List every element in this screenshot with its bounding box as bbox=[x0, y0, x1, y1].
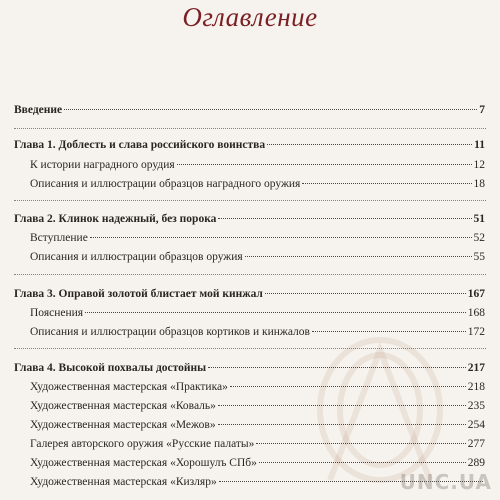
leader-dots bbox=[90, 237, 472, 238]
toc-entry-subsection[interactable] bbox=[30, 231, 485, 245]
toc-page-number: 55 bbox=[473, 251, 485, 263]
toc-entry-subsection[interactable] bbox=[30, 250, 485, 264]
section-divider bbox=[14, 200, 486, 201]
toc-entry-label: Художественная мастерская «Практика» bbox=[30, 381, 228, 393]
watermark-logo: UNC.UA bbox=[399, 470, 492, 494]
toc-page-number: 7 bbox=[479, 104, 485, 116]
leader-dots bbox=[245, 256, 472, 257]
toc-page-number: 254 bbox=[467, 419, 485, 431]
toc-entry-label: Пояснения bbox=[30, 307, 84, 319]
toc-page-number: 12 bbox=[473, 159, 485, 171]
leader-dots bbox=[256, 443, 465, 444]
leader-dots bbox=[85, 312, 466, 313]
toc-entry-label: Описания и иллюстрации образцов оружия bbox=[30, 251, 243, 263]
toc-entry-label: Художественная мастерская «Кизляр» bbox=[30, 476, 217, 488]
toc-page-number: 18 bbox=[473, 178, 485, 190]
leader-dots bbox=[218, 424, 466, 425]
leader-dots bbox=[177, 164, 472, 165]
toc-entry-subsection[interactable] bbox=[30, 456, 485, 470]
toc-entry-chapter-2[interactable] bbox=[14, 212, 485, 226]
toc-page-number: 168 bbox=[467, 307, 485, 319]
toc-entry-label: Глава 4. Высокой похвалы достойны bbox=[14, 362, 207, 374]
toc-page-number: 277 bbox=[467, 438, 485, 450]
toc-entry-chapter-1[interactable] bbox=[14, 138, 485, 152]
toc-entry-chapter-3[interactable] bbox=[14, 287, 485, 301]
toc-page-number: 52 bbox=[473, 232, 485, 244]
leader-dots bbox=[230, 386, 466, 387]
toc-page-number: 218 bbox=[467, 381, 485, 393]
toc-entry-label: Художественная мастерская «Хорошулъ СПб» bbox=[30, 457, 257, 469]
toc-entry-subsection[interactable] bbox=[30, 177, 485, 191]
leader-dots bbox=[218, 405, 466, 406]
toc-page-number: 235 bbox=[467, 400, 485, 412]
toc-page-number: 289 bbox=[467, 457, 485, 469]
leader-dots bbox=[265, 293, 466, 294]
toc-entry-label: Глава 1. Доблесть и слава российского воинства bbox=[14, 139, 266, 151]
toc-entry-label: Глава 2. Клинок надежный, без порока bbox=[14, 213, 217, 225]
leader-dots bbox=[302, 183, 471, 184]
toc-entry-subsection[interactable] bbox=[30, 418, 485, 432]
toc-entry-subsection[interactable] bbox=[30, 380, 485, 394]
leader-dots bbox=[312, 331, 466, 332]
section-divider bbox=[14, 274, 486, 275]
toc-entry-label: Художественная мастерская «Коваль» bbox=[30, 400, 216, 412]
toc-entry-label: Описания и иллюстрации образцов наградного оружия bbox=[30, 178, 301, 190]
toc-entry-subsection[interactable] bbox=[30, 306, 485, 320]
leader-dots bbox=[267, 144, 472, 145]
leader-dots bbox=[64, 109, 477, 110]
toc-entry-subsection[interactable] bbox=[30, 399, 485, 413]
toc-entry-label: Галерея авторского оружия «Русские палаты» bbox=[30, 438, 255, 450]
toc-page-number: 217 bbox=[467, 362, 485, 374]
toc-entry-label: Описания и иллюстрации образцов кортиков и кинжалов bbox=[30, 326, 310, 338]
section-divider bbox=[14, 348, 486, 349]
toc-entry-subsection[interactable] bbox=[30, 325, 485, 339]
toc-entry-label: Введение bbox=[14, 104, 63, 116]
toc-entry-label: Художественная мастерская «Межов» bbox=[30, 419, 216, 431]
toc-entry-chapter-4[interactable] bbox=[14, 361, 485, 375]
leader-dots bbox=[218, 218, 471, 219]
leader-dots bbox=[259, 462, 466, 463]
page-title: Оглавление bbox=[182, 2, 318, 32]
toc-entry-subsection[interactable] bbox=[30, 158, 485, 172]
toc-entry-label: Вступление bbox=[30, 232, 88, 244]
toc-entry-intro[interactable] bbox=[14, 103, 485, 117]
toc-entry-label: К истории наградного орудия bbox=[30, 159, 175, 171]
toc-entry-subsection[interactable] bbox=[30, 437, 485, 451]
toc-entry-label: Глава 3. Оправой золотой блистает мой кинжал bbox=[14, 288, 263, 300]
toc-page-number: 51 bbox=[473, 213, 485, 225]
leader-dots bbox=[208, 367, 466, 368]
toc-page-number: 11 bbox=[474, 139, 485, 151]
section-divider bbox=[14, 128, 486, 129]
toc-page-number: 167 bbox=[467, 288, 485, 300]
toc-page-number: 172 bbox=[467, 326, 485, 338]
